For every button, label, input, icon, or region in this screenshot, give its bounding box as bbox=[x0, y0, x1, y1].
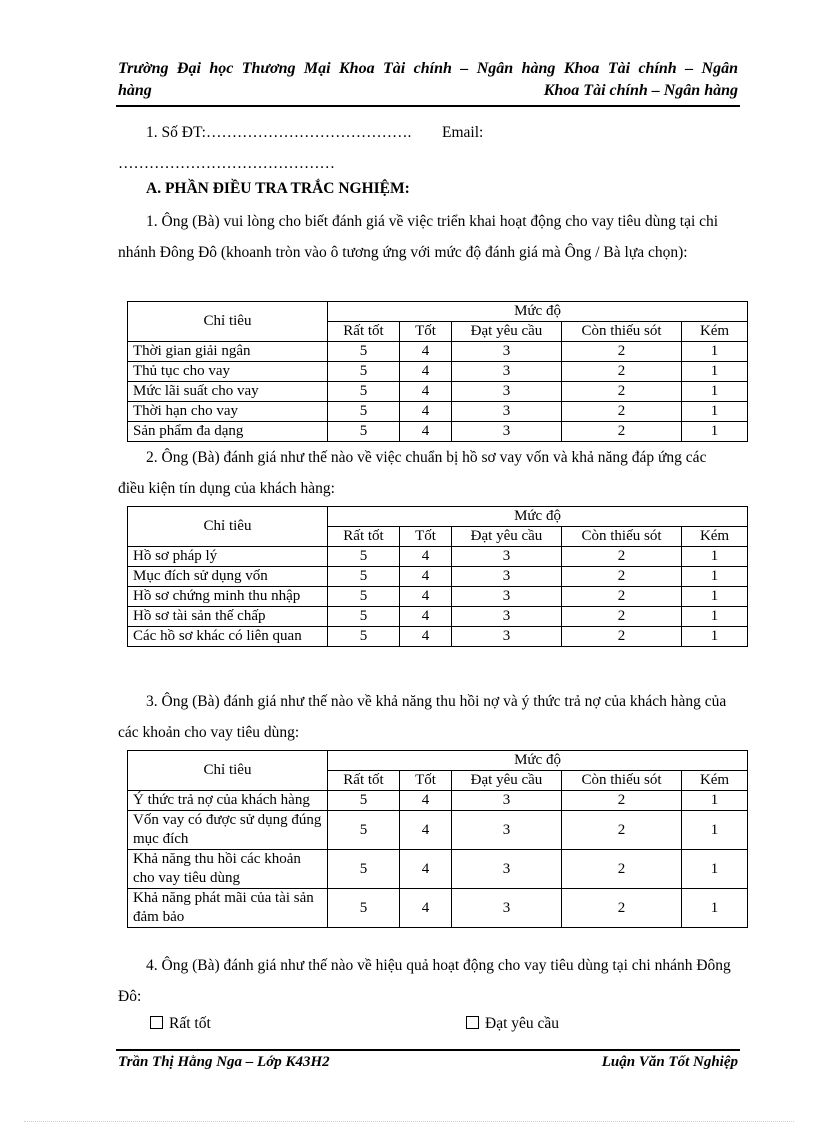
score-cell[interactable]: 2 bbox=[562, 362, 682, 382]
score-cell[interactable]: 3 bbox=[452, 607, 562, 627]
score-cell[interactable]: 1 bbox=[682, 402, 748, 422]
score-cell[interactable]: 5 bbox=[328, 362, 400, 382]
score-cell[interactable]: 3 bbox=[452, 567, 562, 587]
score-cell[interactable]: 5 bbox=[328, 889, 400, 928]
question-1: 1. Ông (Bà) vui lòng cho biết đánh giá về việc triển khai hoạt động cho vay tiêu dùng tại chi nhánh Đông Đô (khoanh tròn vào ô tương ứng với mức độ đánh giá mà Ông / Bà lựa chọn): bbox=[118, 213, 719, 261]
header-criteria: Chỉ tiêu bbox=[128, 751, 328, 791]
table-row bbox=[128, 362, 748, 382]
header-scale: Tốt bbox=[400, 527, 452, 547]
table-row bbox=[128, 342, 748, 362]
score-cell[interactable]: 3 bbox=[452, 811, 562, 850]
criteria-cell: Mức lãi suất cho vay bbox=[128, 382, 328, 402]
score-cell[interactable]: 4 bbox=[400, 850, 452, 889]
header-scale: Đạt yêu cầu bbox=[452, 322, 562, 342]
header-scale: Còn thiếu sót bbox=[562, 527, 682, 547]
score-cell[interactable]: 1 bbox=[682, 607, 748, 627]
header-scale: Còn thiếu sót bbox=[562, 322, 682, 342]
email-label: Email: bbox=[442, 124, 484, 141]
score-cell[interactable]: 3 bbox=[452, 850, 562, 889]
header-scale: Đạt yêu cầu bbox=[452, 771, 562, 791]
score-cell[interactable]: 5 bbox=[328, 791, 400, 811]
score-cell[interactable]: 2 bbox=[562, 850, 682, 889]
criteria-cell: Hồ sơ pháp lý bbox=[128, 547, 328, 567]
score-cell[interactable]: 2 bbox=[562, 382, 682, 402]
header-level: Mức độ bbox=[328, 751, 748, 771]
score-cell[interactable]: 3 bbox=[452, 382, 562, 402]
header-line-1: Trường Đại học Thương Mại Khoa Tài chính – Ngân hàng Khoa Tài chính – Ngân bbox=[118, 60, 738, 77]
checkbox-icon[interactable] bbox=[150, 1016, 163, 1029]
table-row bbox=[128, 402, 748, 422]
score-cell[interactable]: 2 bbox=[562, 567, 682, 587]
table-row bbox=[128, 627, 748, 647]
score-cell[interactable]: 1 bbox=[682, 850, 748, 889]
score-cell[interactable]: 4 bbox=[400, 607, 452, 627]
checkbox-icon[interactable] bbox=[466, 1016, 479, 1029]
header-scale: Rất tốt bbox=[328, 322, 400, 342]
option-label: Rất tốt bbox=[169, 1015, 211, 1032]
table-row bbox=[128, 547, 748, 567]
score-cell[interactable]: 4 bbox=[400, 811, 452, 850]
criteria-cell: Ý thức trả nợ của khách hàng bbox=[128, 791, 328, 811]
table-row bbox=[128, 850, 748, 889]
score-cell[interactable]: 5 bbox=[328, 811, 400, 850]
criteria-cell: Sản phẩm đa dạng bbox=[128, 422, 328, 442]
score-cell[interactable]: 4 bbox=[400, 382, 452, 402]
page-header bbox=[118, 58, 738, 102]
score-cell[interactable]: 2 bbox=[562, 607, 682, 627]
table-row bbox=[128, 607, 748, 627]
criteria-cell: Mục đích sử dụng vốn bbox=[128, 567, 328, 587]
score-cell[interactable]: 5 bbox=[328, 587, 400, 607]
criteria-cell: Khả năng phát mãi của tài sản đảm bảo bbox=[128, 889, 328, 928]
score-cell[interactable]: 4 bbox=[400, 567, 452, 587]
table-row bbox=[128, 791, 748, 811]
header-scale: Đạt yêu cầu bbox=[452, 527, 562, 547]
criteria-cell: Hồ sơ chứng minh thu nhập bbox=[128, 587, 328, 607]
criteria-cell: Các hồ sơ khác có liên quan bbox=[128, 627, 328, 647]
header-scale: Rất tốt bbox=[328, 771, 400, 791]
question-4: 4. Ông (Bà) đánh giá như thế nào về hiệu quả hoạt động cho vay tiêu dùng tại chi nhánh Đông Đô: bbox=[118, 957, 731, 1005]
score-cell[interactable]: 1 bbox=[682, 627, 748, 647]
survey-table-1 bbox=[127, 301, 748, 442]
criteria-cell: Vốn vay có được sử dụng đúng mục đích bbox=[128, 811, 328, 850]
option-satisfactory[interactable] bbox=[466, 1015, 559, 1033]
score-cell[interactable]: 4 bbox=[400, 791, 452, 811]
header-scale: Còn thiếu sót bbox=[562, 771, 682, 791]
score-cell[interactable]: 5 bbox=[328, 402, 400, 422]
score-cell[interactable]: 1 bbox=[682, 547, 748, 567]
header-scale: Kém bbox=[682, 322, 748, 342]
phone-line: 1. Số ĐT:…………………………………. bbox=[146, 124, 412, 141]
score-cell[interactable]: 2 bbox=[562, 587, 682, 607]
survey-table-3 bbox=[127, 750, 748, 928]
criteria-cell: Thủ tục cho vay bbox=[128, 362, 328, 382]
header-line-2-left: hàng bbox=[118, 82, 152, 99]
header-scale: Rất tốt bbox=[328, 527, 400, 547]
score-cell[interactable]: 5 bbox=[328, 567, 400, 587]
criteria-cell: Hồ sơ tài sản thế chấp bbox=[128, 607, 328, 627]
dotted-line: …………………………………… bbox=[118, 155, 335, 172]
header-criteria: Chỉ tiêu bbox=[128, 507, 328, 547]
score-cell[interactable]: 2 bbox=[562, 547, 682, 567]
header-criteria: Chỉ tiêu bbox=[128, 302, 328, 342]
table-row bbox=[128, 811, 748, 850]
score-cell[interactable]: 3 bbox=[452, 342, 562, 362]
score-cell[interactable]: 3 bbox=[452, 422, 562, 442]
criteria-cell: Thời gian giải ngân bbox=[128, 342, 328, 362]
score-cell[interactable]: 3 bbox=[452, 627, 562, 647]
score-cell[interactable]: 5 bbox=[328, 547, 400, 567]
score-cell[interactable]: 1 bbox=[682, 889, 748, 928]
footer-author: Trần Thị Hằng Nga – Lớp K43H2 bbox=[118, 1054, 330, 1070]
score-cell[interactable]: 3 bbox=[452, 889, 562, 928]
score-cell[interactable]: 3 bbox=[452, 791, 562, 811]
question-2: 2. Ông (Bà) đánh giá như thế nào về việc chuẩn bị hồ sơ vay vốn và khả năng đáp ứng các điều kiện tín dụng của khách hàng: bbox=[118, 449, 707, 497]
score-cell[interactable]: 4 bbox=[400, 422, 452, 442]
score-cell[interactable]: 4 bbox=[400, 362, 452, 382]
header-rule bbox=[116, 105, 740, 107]
score-cell[interactable]: 5 bbox=[328, 850, 400, 889]
score-cell[interactable]: 1 bbox=[682, 791, 748, 811]
survey-table-2 bbox=[127, 506, 748, 647]
footer-title: Luận Văn Tốt Nghiệp bbox=[601, 1054, 738, 1070]
header-scale: Kém bbox=[682, 771, 748, 791]
score-cell[interactable]: 2 bbox=[562, 791, 682, 811]
header-level: Mức độ bbox=[328, 302, 748, 322]
score-cell[interactable]: 5 bbox=[328, 382, 400, 402]
header-scale: Kém bbox=[682, 527, 748, 547]
header-scale: Tốt bbox=[400, 322, 452, 342]
score-cell[interactable]: 4 bbox=[400, 342, 452, 362]
score-cell[interactable]: 2 bbox=[562, 811, 682, 850]
score-cell[interactable]: 5 bbox=[328, 342, 400, 362]
score-cell[interactable]: 1 bbox=[682, 342, 748, 362]
score-cell[interactable]: 2 bbox=[562, 342, 682, 362]
score-cell[interactable]: 3 bbox=[452, 402, 562, 422]
option-very-good[interactable] bbox=[150, 1015, 211, 1033]
section-heading: A. PHẦN ĐIỀU TRA TRẮC NGHIỆM: bbox=[146, 180, 410, 197]
score-cell[interactable]: 1 bbox=[682, 382, 748, 402]
table-row bbox=[128, 422, 748, 442]
criteria-cell: Khả năng thu hồi các khoản cho vay tiêu dùng bbox=[128, 850, 328, 889]
score-cell[interactable]: 1 bbox=[682, 587, 748, 607]
score-cell[interactable]: 5 bbox=[328, 422, 400, 442]
criteria-cell: Thời hạn cho vay bbox=[128, 402, 328, 422]
score-cell[interactable]: 1 bbox=[682, 422, 748, 442]
score-cell[interactable]: 2 bbox=[562, 627, 682, 647]
score-cell[interactable]: 5 bbox=[328, 607, 400, 627]
score-cell[interactable]: 1 bbox=[682, 362, 748, 382]
score-cell[interactable]: 4 bbox=[400, 547, 452, 567]
score-cell[interactable]: 2 bbox=[562, 402, 682, 422]
table-row bbox=[128, 587, 748, 607]
score-cell[interactable]: 4 bbox=[400, 402, 452, 422]
header-scale: Tốt bbox=[400, 771, 452, 791]
table-row bbox=[128, 567, 748, 587]
score-cell[interactable]: 3 bbox=[452, 362, 562, 382]
footer-rule bbox=[116, 1049, 740, 1051]
score-cell[interactable]: 4 bbox=[400, 627, 452, 647]
score-cell[interactable]: 3 bbox=[452, 587, 562, 607]
score-cell[interactable]: 1 bbox=[682, 567, 748, 587]
page-edge-divider bbox=[24, 1121, 794, 1122]
score-cell[interactable]: 2 bbox=[562, 422, 682, 442]
header-line-2-right: Khoa Tài chính – Ngân hàng bbox=[543, 82, 738, 99]
table-row bbox=[128, 382, 748, 402]
table-row bbox=[128, 889, 748, 928]
header-level: Mức độ bbox=[328, 507, 748, 527]
score-cell[interactable]: 4 bbox=[400, 889, 452, 928]
score-cell[interactable]: 5 bbox=[328, 627, 400, 647]
score-cell[interactable]: 4 bbox=[400, 587, 452, 607]
question-3: 3. Ông (Bà) đánh giá như thế nào về khả năng thu hồi nợ và ý thức trả nợ của khách hàng của các khoản cho vay tiêu dùng: bbox=[118, 693, 727, 741]
score-cell[interactable]: 3 bbox=[452, 547, 562, 567]
option-label: Đạt yêu cầu bbox=[485, 1015, 560, 1032]
score-cell[interactable]: 1 bbox=[682, 811, 748, 850]
page-footer bbox=[118, 1054, 738, 1071]
score-cell[interactable]: 2 bbox=[562, 889, 682, 928]
